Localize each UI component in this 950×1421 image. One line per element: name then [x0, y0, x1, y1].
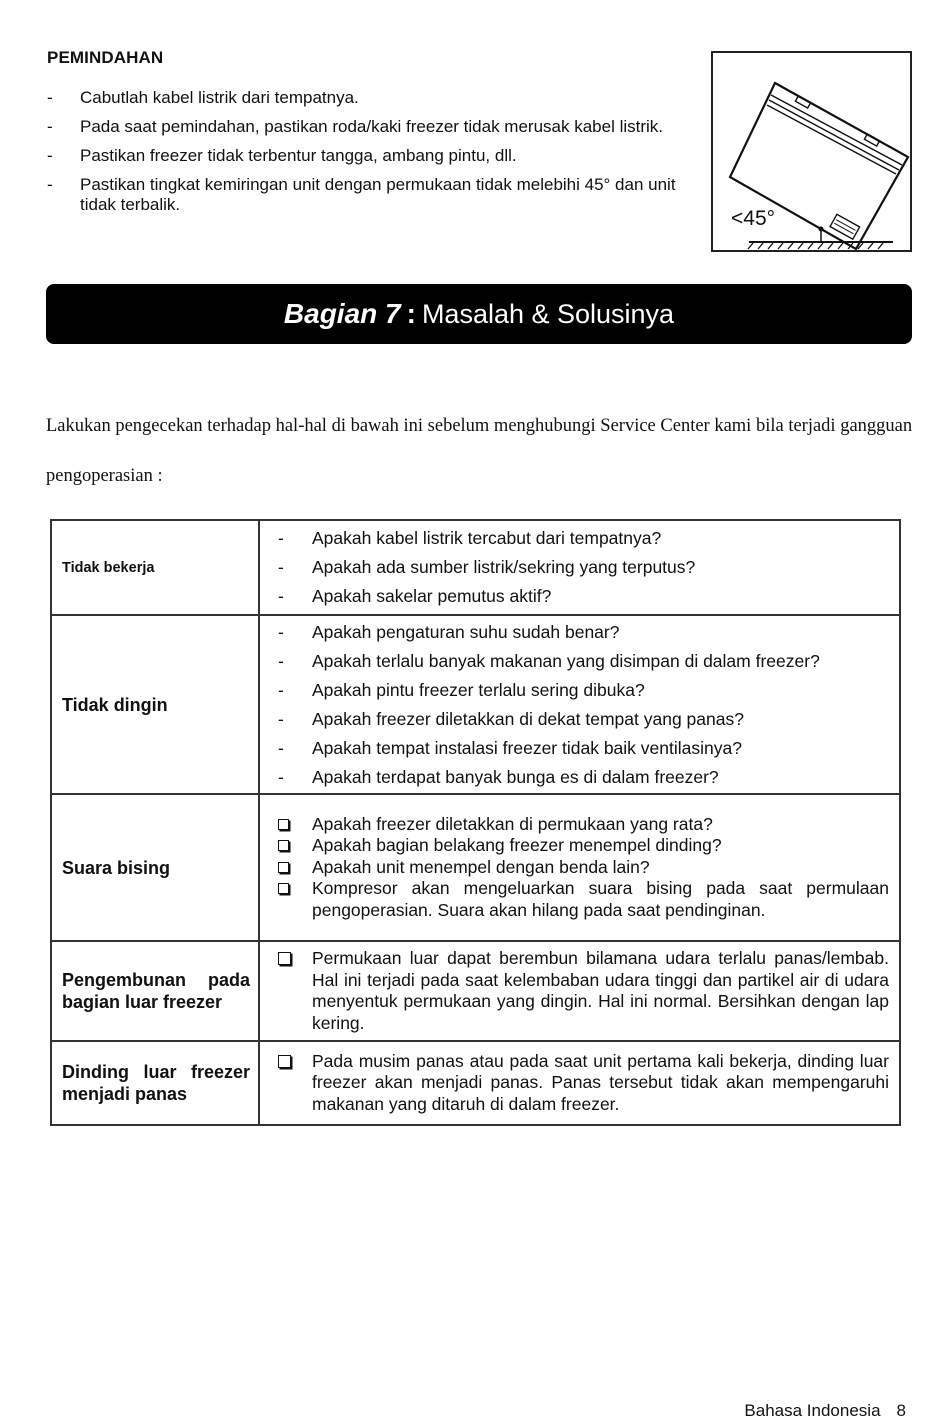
list-item: - Apakah kabel listrik tercabut dari tempatnya?	[278, 524, 889, 553]
list-item: - Apakah freezer diletakkan di dekat tempat yang panas?	[278, 705, 889, 734]
dash-bullet-icon: -	[47, 88, 53, 107]
footer-language: Bahasa Indonesia	[744, 1401, 881, 1420]
table-row	[51, 941, 900, 1041]
troubleshooting-table	[50, 519, 901, 1126]
checkbox-bullet-icon	[278, 883, 289, 894]
dash-bullet-icon: -	[278, 708, 284, 729]
list-item: Apakah freezer diletakkan di permukaan yang rata?	[278, 814, 889, 836]
dash-bullet-icon: -	[47, 146, 53, 165]
page-footer	[744, 1401, 906, 1421]
checkbox-bullet-icon	[278, 819, 289, 830]
problem-label: Tidak bekerja	[51, 520, 259, 615]
dash-bullet-icon: -	[47, 175, 53, 194]
dash-bullet-icon: -	[278, 557, 284, 577]
problem-label: Pengembunan pada bagian luar freezer	[51, 941, 259, 1041]
dash-bullet-icon: -	[278, 766, 284, 787]
problem-label: Suara bising	[51, 794, 259, 941]
banner-separator: :	[406, 298, 416, 329]
problem-label: Tidak dingin	[51, 615, 259, 794]
checks-cell	[259, 1041, 900, 1125]
list-item: - Apakah tempat instalasi freezer tidak baik ventilasinya?	[278, 734, 889, 763]
checks-cell	[259, 520, 900, 615]
dash-bullet-icon: -	[278, 621, 284, 642]
dash-bullet-icon: -	[278, 650, 284, 671]
angle-label: <45°	[731, 207, 776, 230]
list-item: - Cabutlah kabel listrik dari tempatnya.	[47, 88, 359, 107]
removal-list	[47, 88, 712, 224]
list-item: Kompresor akan mengeluarkan suara bising pada saat permulaan pengoperasian. Suara akan hilang pada saat pendinginan.	[278, 878, 889, 921]
checks-cell	[259, 941, 900, 1041]
section-title-removal: PEMINDAHAN	[47, 48, 164, 67]
list-item: - Apakah pintu freezer terlalu sering dibuka?	[278, 676, 889, 705]
list-item: - Pastikan tingkat kemiringan unit dengan permukaan tidak melebihi 45° dan unit tidak terbalik.	[47, 175, 676, 214]
banner-section-number: Bagian 7	[283, 298, 401, 329]
list-item: - Pastikan freezer tidak terbentur tangga, ambang pintu, dll.	[47, 146, 517, 165]
table-row	[51, 520, 900, 615]
list-item: Permukaan luar dapat berembun bilamana udara terlalu panas/lembab. Hal ini terjadi pada saat kelembaban udara tinggi dan partikel air di udara menyentuk permukaan yang dingin. Hal ini normal. Bersihkan dengan lap kering.	[278, 948, 889, 1034]
checkbox-bullet-icon	[278, 1055, 291, 1068]
checkbox-bullet-icon	[278, 840, 289, 851]
table-row	[51, 1041, 900, 1125]
list-item: Apakah unit menempel dengan benda lain?	[278, 857, 889, 879]
dash-bullet-icon: -	[278, 586, 284, 606]
list-item: Pada musim panas atau pada saat unit pertama kali bekerja, dinding luar freezer akan menjadi panas. Panas tersebut tidak akan mempengaruhi makanan yang ditaruh di dalam freezer.	[278, 1051, 889, 1116]
dash-bullet-icon: -	[278, 679, 284, 700]
table-row	[51, 615, 900, 794]
checkbox-bullet-icon	[278, 952, 291, 965]
checkbox-bullet-icon	[278, 862, 289, 873]
list-item: - Apakah sakelar pemutus aktif?	[278, 582, 889, 611]
page-number: 8	[896, 1401, 906, 1420]
tilted-freezer-illustration	[711, 51, 912, 252]
checks-cell	[259, 794, 900, 941]
dash-bullet-icon: -	[278, 737, 284, 758]
list-item: - Apakah ada sumber listrik/sekring yang terputus?	[278, 553, 889, 582]
list-item: - Pada saat pemindahan, pastikan roda/kaki freezer tidak merusak kabel listrik.	[47, 117, 664, 136]
list-item: - Apakah pengaturan suhu sudah benar?	[278, 618, 889, 647]
checks-cell	[259, 615, 900, 794]
table-row	[51, 794, 900, 941]
problem-label: Dinding luar freezer menjadi panas	[51, 1041, 259, 1125]
dash-bullet-icon: -	[47, 117, 53, 136]
section-banner	[46, 284, 912, 344]
list-item: Apakah bagian belakang freezer menempel dinding?	[278, 835, 889, 857]
banner-title: Masalah & Solusinya	[421, 298, 675, 329]
list-item: - Apakah terdapat banyak bunga es di dalam freezer?	[278, 763, 889, 792]
intro-paragraph: Lakukan pengecekan terhadap hal-hal di bawah ini sebelum menghubungi Service Center kami bila terjadi gangguan pengoperasian :	[46, 416, 913, 486]
list-item: - Apakah terlalu banyak makanan yang disimpan di dalam freezer?	[278, 647, 889, 676]
dash-bullet-icon: -	[278, 528, 284, 548]
